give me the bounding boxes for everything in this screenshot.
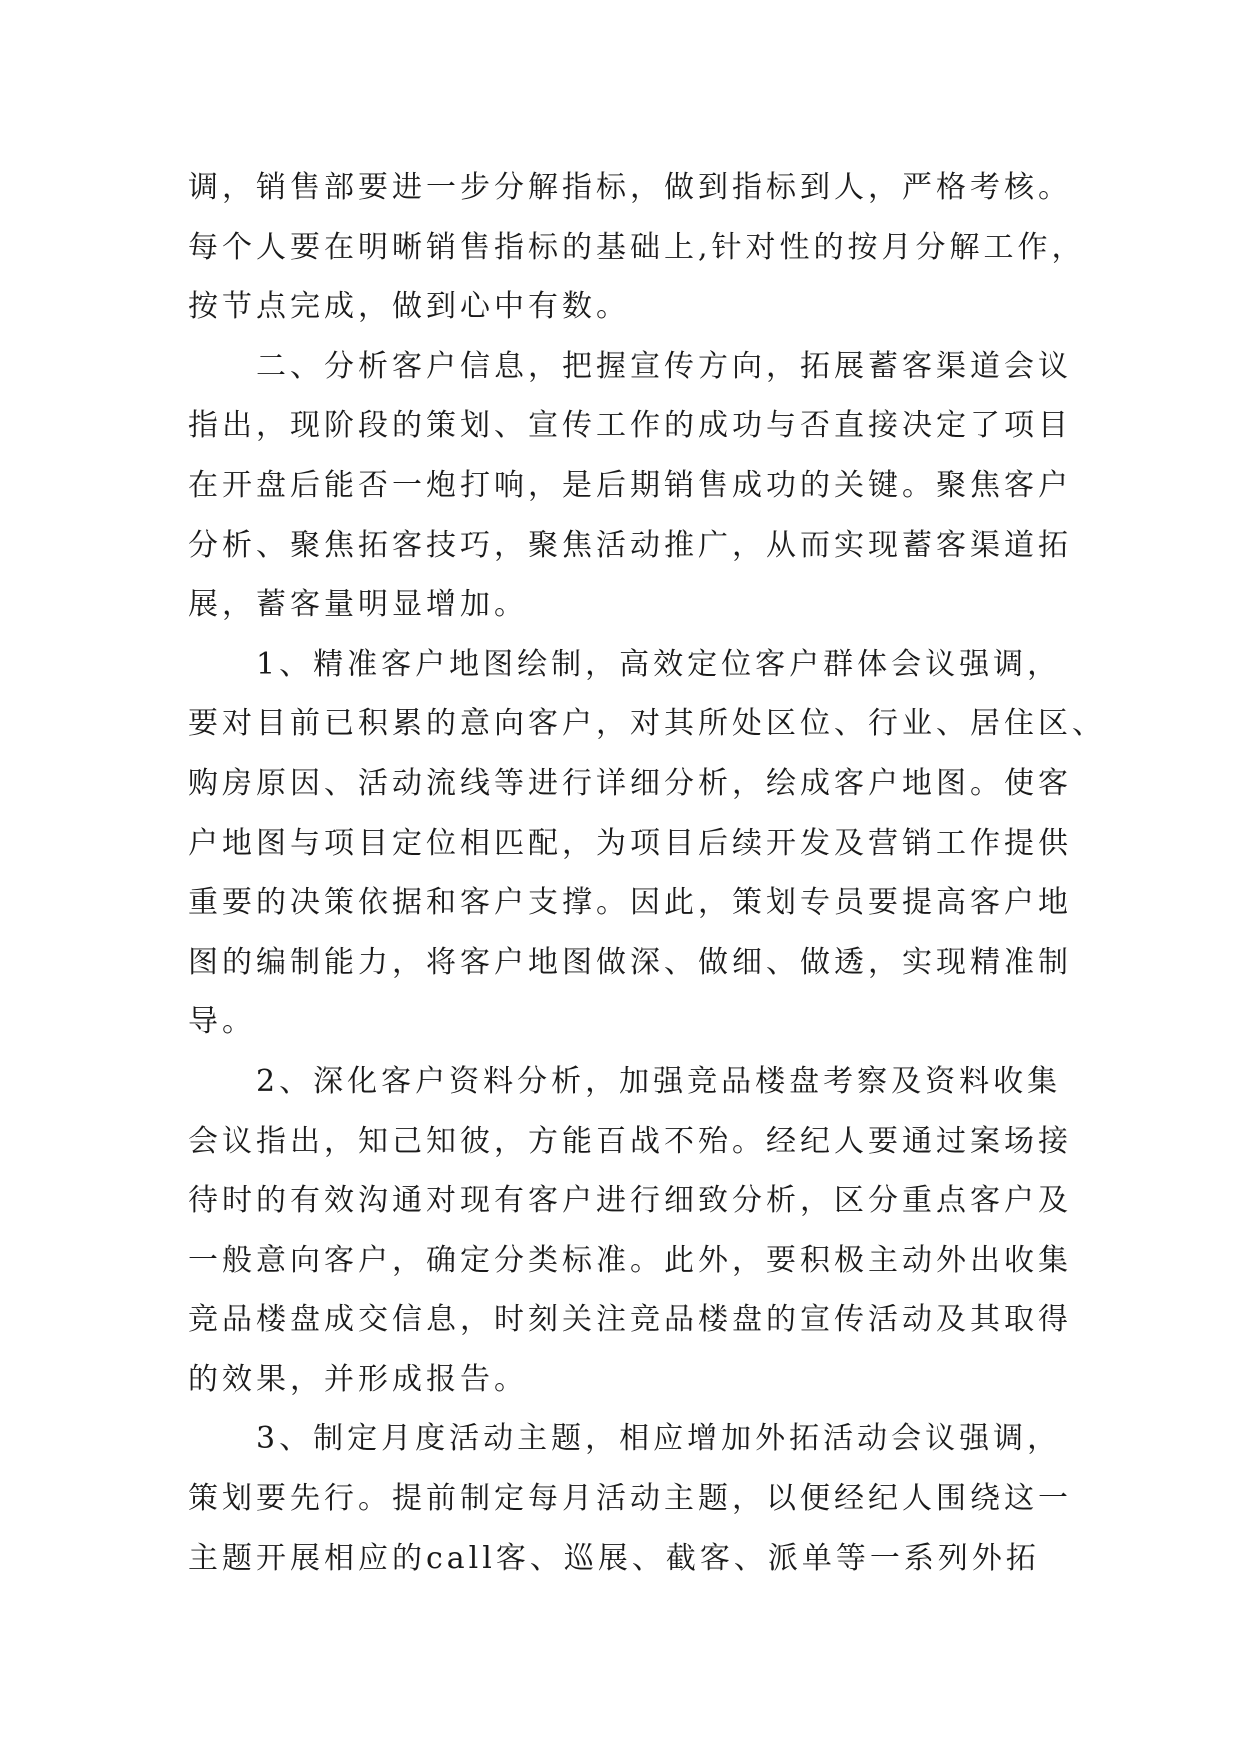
paragraph-sales-targets: [188, 158, 1086, 337]
text-line: 主题开展相应的call客、巡展、截客、派单等一系列外拓: [188, 1540, 1040, 1576]
text-line: 会议指出，知己知彼，方能百战不殆。经纪人要通过案场接: [188, 1123, 1072, 1159]
text-line: 竞品楼盘成交信息，时刻关注竞品楼盘的宣传活动及其取得: [188, 1302, 1072, 1338]
text-line: 一般意向客户，确定分类标准。此外，要积极主动外出收集: [188, 1242, 1072, 1278]
paragraph-section-two: [188, 337, 1072, 635]
text-line: 展，蓄客量明显增加。: [188, 587, 528, 623]
paragraph-item-2: [188, 1052, 1072, 1410]
text-line: 按节点完成，做到心中有数。: [188, 289, 630, 325]
text-line: 1、精准客户地图绘制，高效定位客户群体会议强调，: [188, 646, 1062, 682]
text-line: 策划要先行。提前制定每月活动主题，以便经纪人围绕这一: [188, 1481, 1072, 1517]
text-line: 分析、聚焦拓客技巧，聚焦活动推广，从而实现蓄客渠道拓: [188, 527, 1072, 563]
text-line: 2、深化客户资料分析，加强竞品楼盘考察及资料收集: [188, 1063, 1062, 1099]
paragraph-item-3: [188, 1409, 1072, 1588]
text-line: 图的编制能力，将客户地图做深、做细、做透，实现精准制: [188, 944, 1072, 980]
document-body: [188, 158, 1106, 1588]
text-line: 购房原因、活动流线等进行详细分析，绘成客户地图。使客: [188, 765, 1072, 801]
paragraph-item-1: [188, 635, 1106, 1052]
text-line: 要对目前已积累的意向客户，对其所处区位、行业、居住区、: [188, 706, 1106, 742]
text-line: 待时的有效沟通对现有客户进行细致分析，区分重点客户及: [188, 1183, 1072, 1219]
text-line: 的效果，并形成报告。: [188, 1361, 528, 1397]
text-line: 导。: [188, 1004, 256, 1040]
text-line: 在开盘后能否一炮打响，是后期销售成功的关键。聚焦客户: [188, 467, 1072, 503]
text-line: 二、分析客户信息，把握宣传方向，拓展蓄客渠道会议: [188, 348, 1072, 384]
text-line: 调，销售部要进一步分解指标，做到指标到人，严格考核。: [188, 170, 1072, 205]
text-line: 重要的决策依据和客户支撑。因此，策划专员要提高客户地: [188, 885, 1072, 921]
text-line: 户地图与项目定位相匹配，为项目后续开发及营销工作提供: [188, 825, 1072, 861]
text-line: 指出，现阶段的策划、宣传工作的成功与否直接决定了项目: [188, 408, 1072, 444]
text-line: 3、制定月度活动主题，相应增加外拓活动会议强调，: [188, 1421, 1062, 1457]
text-line: 每个人要在明晰销售指标的基础上,针对性的按月分解工作，: [188, 229, 1086, 265]
